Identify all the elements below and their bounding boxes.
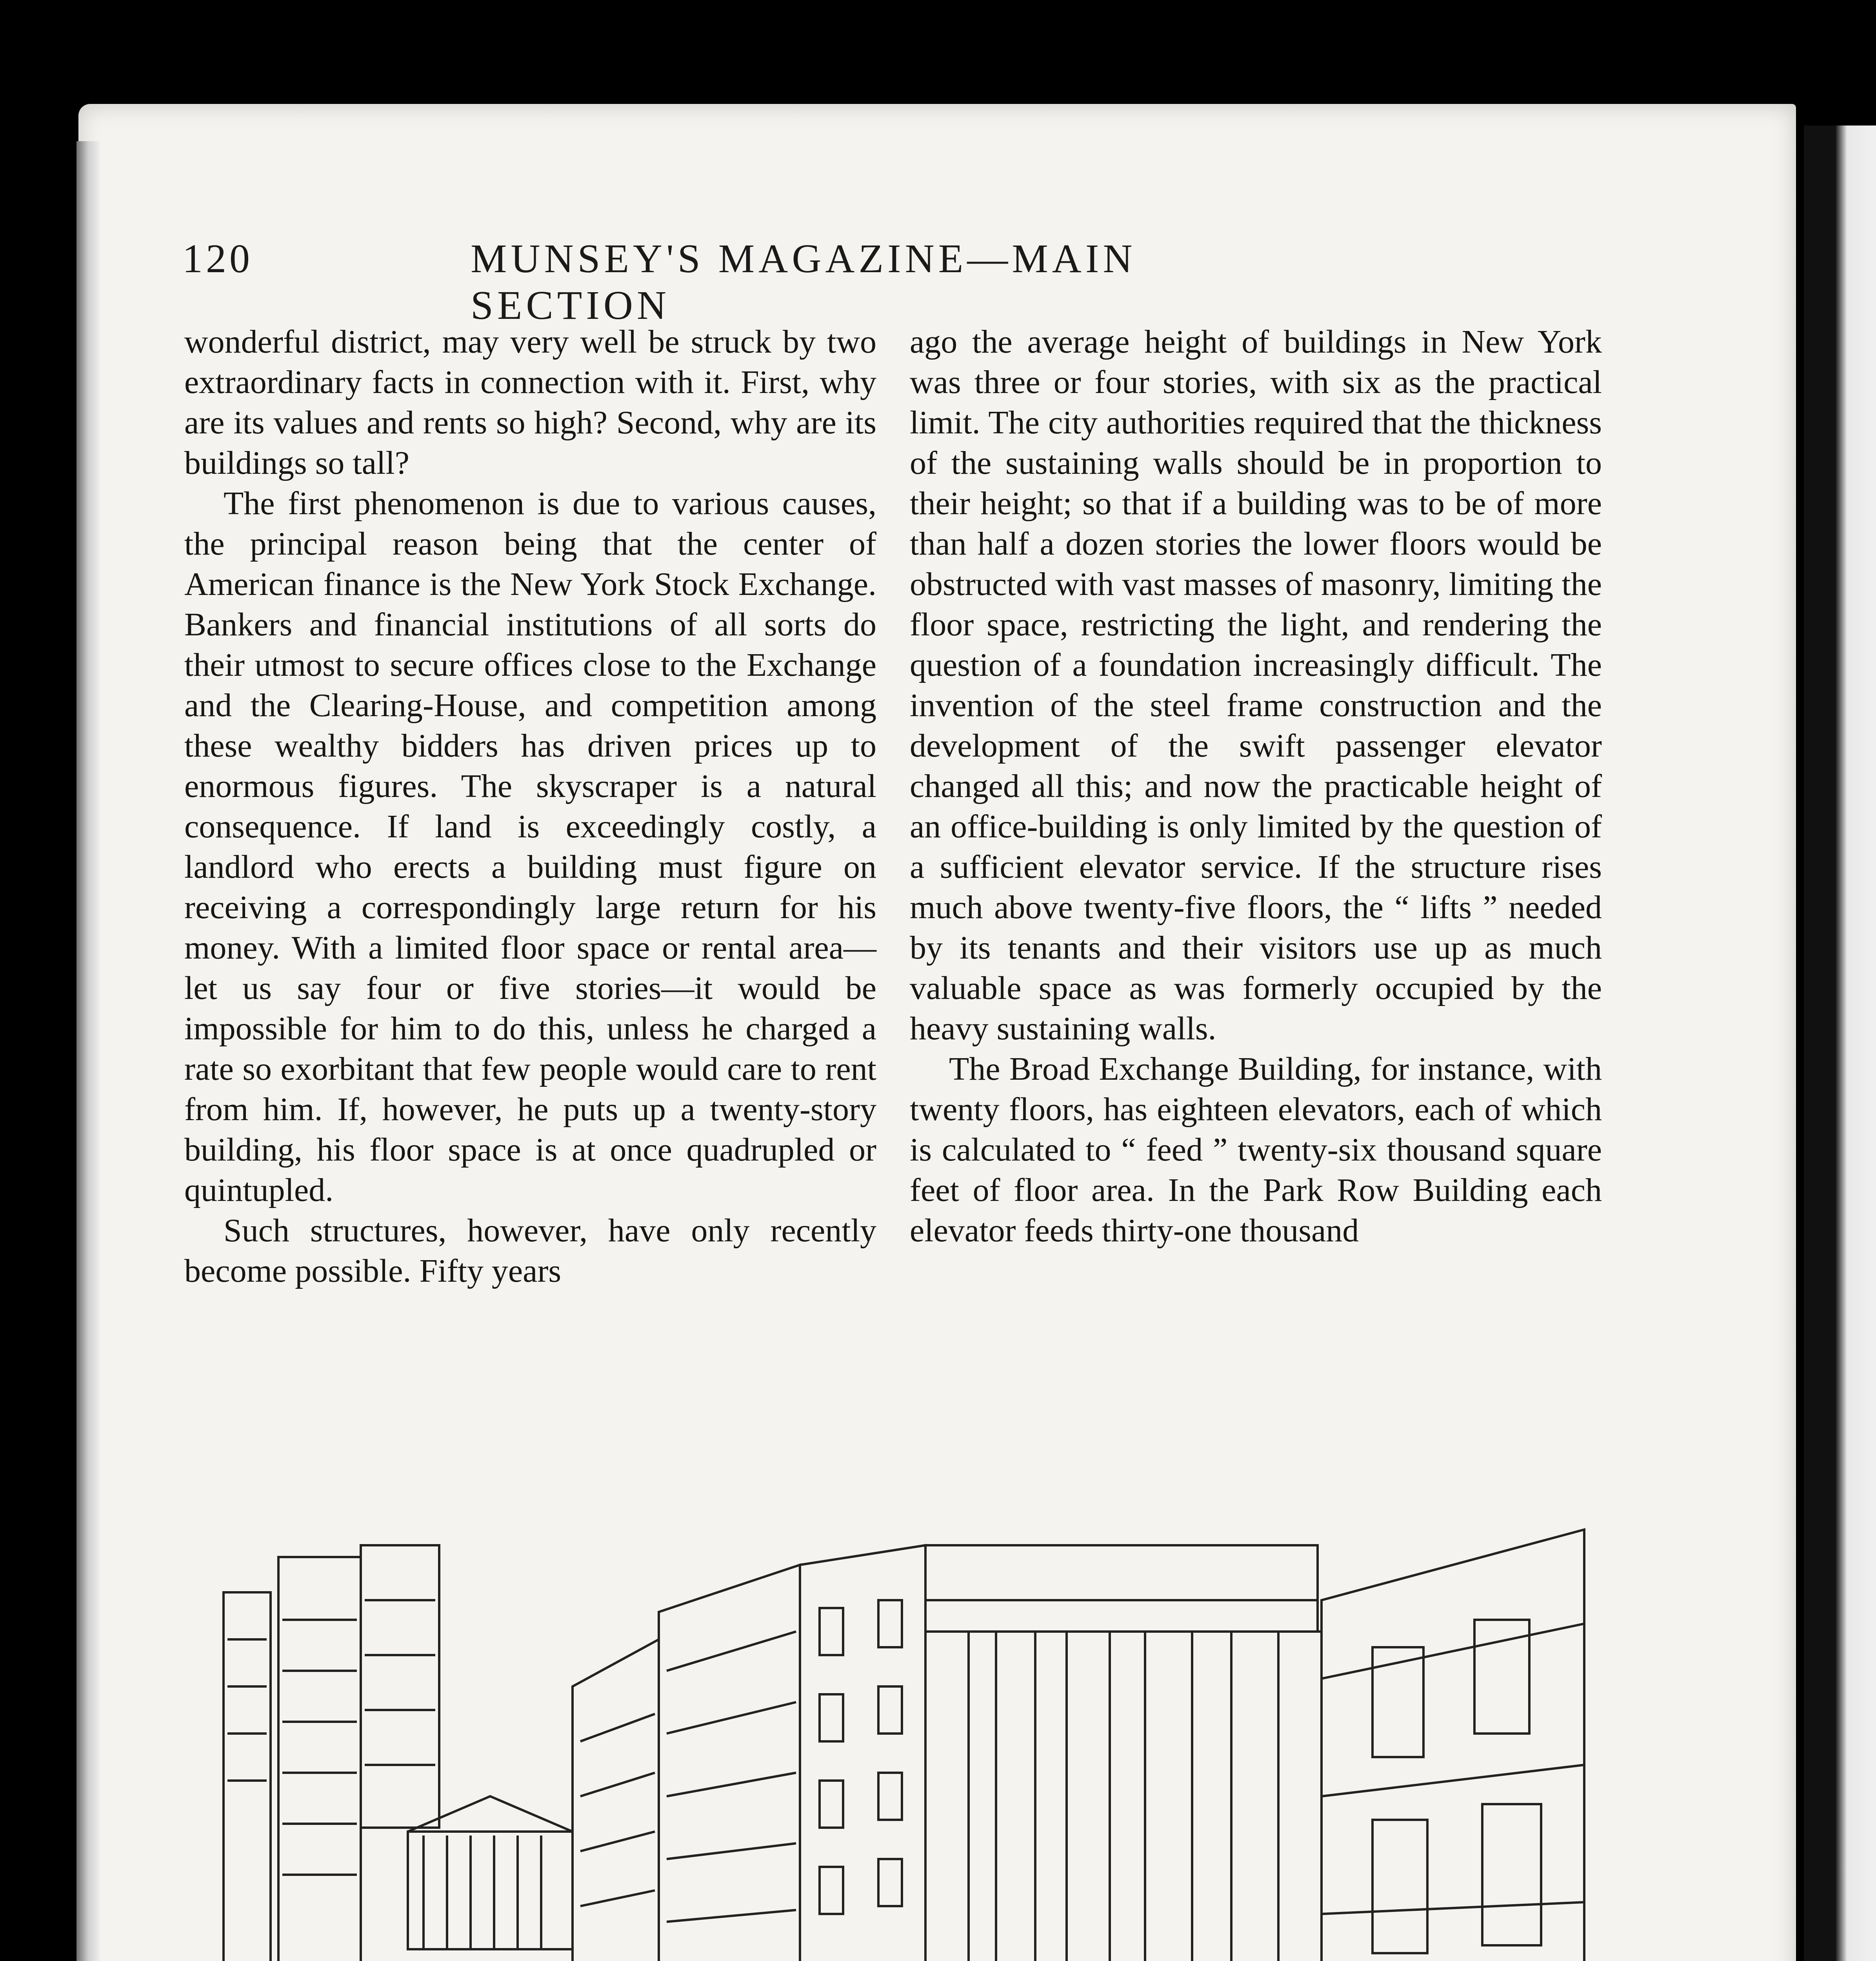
adjacent-page-edge: [1804, 126, 1876, 1961]
paragraph: wonderful district, may very well be struck by two extraordinary facts in connection with it. First, why are its values and rents so high? Second, why are its buildings so tall?: [184, 324, 876, 481]
paragraph: The Broad Exchange Building, for instance, with twenty floors, has eighteen elevators, each of which is calculated to “ feed ” twenty-six thousand square feet of floor area. In the Park Row Building each elevator feeds thirty-one thousand: [910, 1051, 1602, 1249]
broad-exchange-building: [1322, 1530, 1584, 1961]
broad-street-illustration: [188, 1522, 1600, 1961]
running-head: MUNSEY'S MAGAZINE—MAIN SECTION: [471, 236, 1136, 328]
distant-portico: [408, 1796, 573, 1949]
street-buildings-left: [573, 1545, 925, 1961]
exchange-colonnade: [925, 1545, 1322, 1961]
text-column-left: [184, 322, 876, 1291]
text-column-right: [910, 322, 1602, 1251]
paragraph: ago the average height of buildings in New York was three or four stories, with six as the practical limit. The city authorities required that the thickness of the sustaining walls should be in proportion to their height; so that if a building was to be of more than half a dozen stories the lower floors would be obstructed with vast masses of masonry, limiting the floor space, restricting the light, and rendering the question of a foundation increasingly difficult. The invention of the steel frame construction and the development of the swift passenger elevator changed all this; and now the practicable height of an office-building is only limited by the question of a sufficient elevator service. If the structure rises much above twenty-five floors, the “ lifts ” needed by its tenants and their visitors use up as much valuable space as was formerly occupied by the heavy sustaining walls.: [910, 324, 1602, 1047]
paragraph: The first phenomenon is due to various causes, the principal reason being that the center of American finance is the New York Stock Exchange. Bankers and financial institutions of all sorts do their utmost to secure offices close to the Exchange and the Clearing-House, and competition among these wealthy bidders has driven prices up to enormous figures. The skyscraper is a natural consequence. If land is exceedingly costly, a landlord who erects a building must figure on receiving a correspondingly large return for his money. With a limited floor space or rental area—let us say four or five stories—it would be impossible for him to do this, unless he charged a rate so exorbitant that few people would care to rent from him. If, however, he puts up a twenty-story building, his floor space is at once quadrupled or quintupled.: [184, 485, 876, 1208]
page-binding-edge: [76, 141, 100, 1961]
page-number: 120: [182, 236, 253, 281]
paragraph: Such structures, however, have only recently become possible. Fifty years: [184, 1212, 876, 1289]
